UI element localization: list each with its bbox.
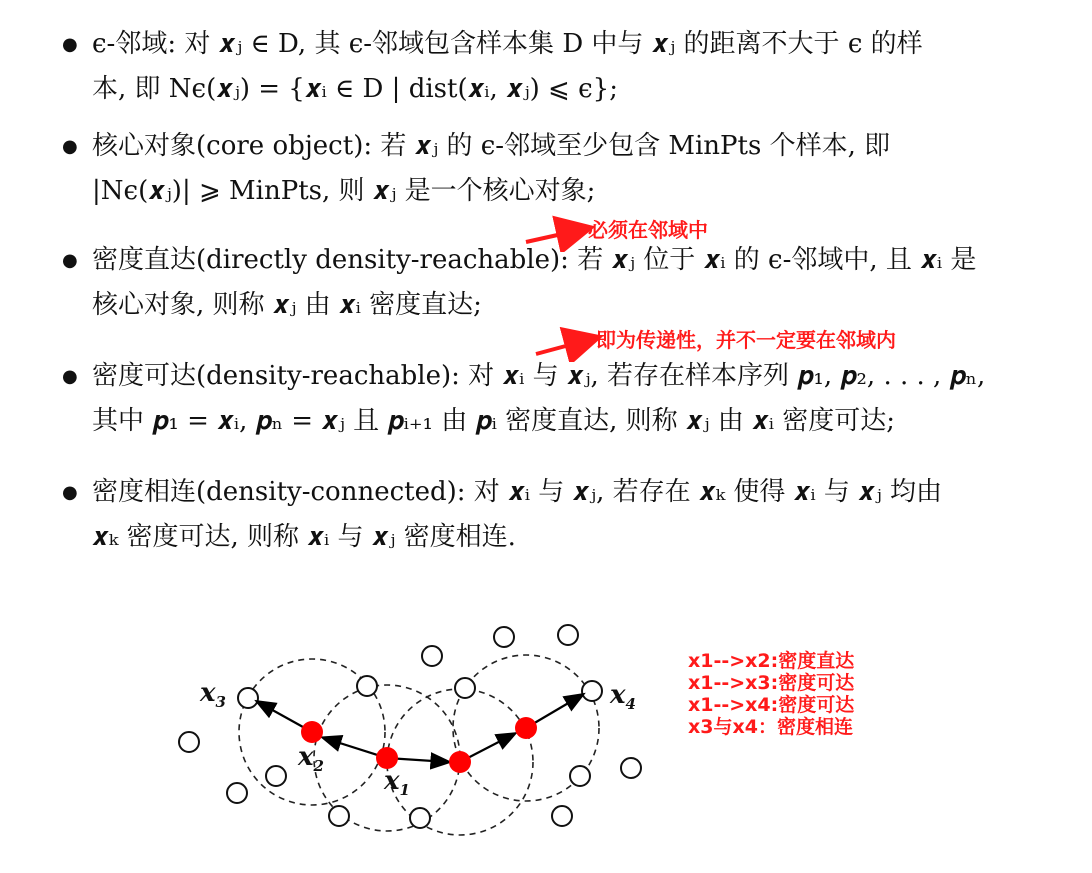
relation-note: x1-->x3:密度可达 [688,672,855,694]
bullet-icon: ● [62,34,78,55]
bullet-icon: ● [62,250,78,271]
sample-point [410,808,430,828]
relation-notes [688,650,854,738]
definition-line: 密度相连(density-connected): 对 𝒙ᵢ 与 𝒙ⱼ, 若存在 𝒙ₖ 使得 𝒙ᵢ 与 𝒙ⱼ 均由 [92,477,942,507]
label-x4: $x_4$ [610,680,636,714]
core-point [515,717,537,739]
relation-note: x1-->x4:密度可达 [688,694,855,716]
label-x3: $x_3$ [200,678,226,712]
definition-line: 密度直达(directly density-reachable): 若 𝒙ⱼ 位于 𝒙ᵢ 的 ϵ-邻域中, 且 𝒙ᵢ 是 [92,245,977,275]
bullet-icon: ● [62,482,78,503]
sample-point [266,766,286,786]
core-point [449,751,471,773]
annotation-note-neighborhood: 必须在邻域中 [588,218,708,242]
definition-line: 核心对象, 则称 𝒙ⱼ 由 𝒙ᵢ 密度直达; [92,290,482,320]
definition-line: 本, 即 Nϵ(𝒙ⱼ) = {𝒙ᵢ ∈ D | dist(𝒙ᵢ, 𝒙ⱼ) ⩽ ϵ}; [92,74,618,104]
sample-point [621,758,641,778]
sample-point [455,678,475,698]
sample-point [329,806,349,826]
definition-line: 𝒙ₖ 密度可达, 则称 𝒙ᵢ 与 𝒙ⱼ 密度相连. [92,522,516,552]
relation-note: x3与x4：密度相连 [688,716,853,738]
sample-point [238,688,258,708]
sample-point [357,676,377,696]
sample-point [494,627,514,647]
sample-point [582,681,602,701]
definition-line: 密度可达(density-reachable): 对 𝒙ᵢ 与 𝒙ⱼ, 若存在样本序列 𝒑₁, 𝒑₂, . . . , 𝒑ₙ, [92,361,986,391]
definition-line: |Nϵ(𝒙ⱼ)| ⩾ MinPts, 则 𝒙ⱼ 是一个核心对象; [92,176,596,206]
definition-line: 核心对象(core object): 若 𝒙ⱼ 的 ϵ-邻域至少包含 MinPts 个样本, 即 [92,131,891,161]
core-point [301,721,323,743]
sample-point [570,766,590,786]
sample-point [558,625,578,645]
relation-note: x1-->x2:密度直达 [688,650,855,672]
definition-line: 其中 𝒑₁ = 𝒙ᵢ, 𝒑ₙ = 𝒙ⱼ 且 𝒑ᵢ₊₁ 由 𝒑ᵢ 密度直达, 则称 𝒙ⱼ 由 𝒙ᵢ 密度可达; [92,406,896,436]
label-x1: $x_1$ [384,766,410,800]
annotation-note-transitivity: 即为传递性，并不一定要在邻域内 [596,328,896,352]
sample-point [179,732,199,752]
sample-point [552,806,572,826]
sample-point [227,783,247,803]
definition-line: ϵ-邻域: 对 𝒙ⱼ ∈ D, 其 ϵ-邻域包含样本集 D 中与 𝒙ⱼ 的距离不大于 ϵ 的样 [92,29,923,59]
bullet-icon: ● [62,136,78,157]
label-x2: $x_2$ [298,742,324,776]
sample-point [422,646,442,666]
bullet-icon: ● [62,366,78,387]
